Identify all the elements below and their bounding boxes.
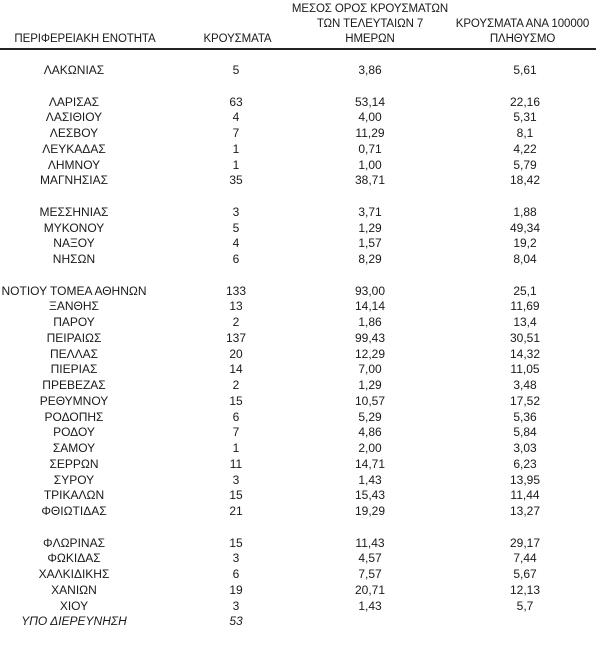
cell-region: ΛΕΥΚΑΔΑΣ — [42, 141, 106, 156]
cell-per100k: 22,16 — [509, 94, 541, 109]
cell-cases: 15 — [229, 393, 243, 408]
cell-avg7: 10,57 — [354, 393, 386, 408]
header-divider — [0, 48, 596, 50]
cell-avg7: 1,29 — [358, 220, 382, 235]
cell-region: ΞΑΝΘΗΣ — [49, 299, 99, 314]
cell-region: ΠΕΛΛΑΣ — [49, 346, 99, 361]
cell-region: ΦΘΙΩΤΙΔΑΣ — [41, 504, 107, 518]
cell-avg7: 15,43 — [354, 488, 386, 503]
table-row — [0, 347, 607, 363]
cell-avg7: 4,00 — [358, 110, 382, 125]
cell-cases: 19 — [229, 582, 243, 597]
cell-region: ΥΠΟ ΔΙΕΡΕΥΝΗΣΗ — [21, 614, 127, 629]
cell-region: ΛΑΡΙΣΑΣ — [48, 94, 100, 109]
cell-region: ΝΟΤΙΟΥ ΤΟΜΕΑ ΑΘΗΝΩΝ — [1, 283, 147, 298]
table-row — [0, 583, 607, 599]
table-row — [0, 142, 607, 158]
cell-per100k: 30,51 — [509, 330, 541, 345]
cell-per100k: 1,88 — [513, 204, 537, 219]
cell-region: ΛΑΚΩΝΙΑΣ — [43, 63, 105, 77]
cell-avg7: 12,29 — [354, 346, 386, 361]
cell-avg7: 1,57 — [358, 236, 382, 251]
header-per100k — [440, 17, 605, 47]
table-row — [0, 441, 607, 457]
cell-region: ΝΗΣΩΝ — [52, 252, 96, 266]
cell-avg7: 1,00 — [358, 157, 382, 172]
cell-per100k: 5,79 — [513, 157, 537, 172]
table-row — [0, 410, 607, 426]
cell-avg7: 20,71 — [354, 582, 386, 597]
cell-cases: 3 — [232, 598, 240, 613]
cell-per100k: 8,04 — [513, 252, 537, 266]
cell-cases: 133 — [225, 283, 247, 298]
cell-avg7: 1,86 — [358, 315, 382, 329]
table-row — [0, 236, 607, 252]
cell-cases: 7 — [232, 126, 240, 140]
cell-region: ΡΟΔΟΠΗΣ — [44, 409, 104, 424]
table-row — [0, 205, 607, 221]
cell-cases: 21 — [229, 504, 243, 518]
spacer-row — [0, 268, 607, 284]
header-avg7-line2: ΤΩΝ ΤΕΛΕΥΤΑΙΩΝ 7 — [316, 18, 424, 30]
cell-per100k: 13,27 — [509, 504, 541, 518]
cell-region: ΜΥΚΟΝΟΥ — [43, 220, 105, 235]
cell-avg7: 11,29 — [355, 126, 385, 140]
cell-per100k: 12,13 — [509, 582, 541, 597]
header-per100k-line1: ΚΡΟΥΣΜΑΤΑ ΑΝΑ 100000 — [455, 18, 590, 30]
cell-per100k: 11,05 — [510, 362, 540, 377]
cell-avg7: 14,14 — [354, 299, 386, 314]
cell-per100k: 5,7 — [516, 598, 534, 613]
cell-per100k: 19,2 — [513, 236, 537, 251]
table-row — [0, 95, 607, 111]
cell-cases: 15 — [229, 488, 243, 503]
cell-avg7: 1,29 — [358, 378, 382, 392]
spacer-row — [0, 189, 607, 205]
cell-region: ΡΕΘΥΜΝΟΥ — [39, 393, 109, 408]
cell-cases: 14 — [229, 362, 243, 377]
cell-avg7: 0,71 — [358, 141, 382, 156]
table-row — [0, 504, 607, 520]
cell-cases: 137 — [225, 330, 247, 345]
cell-cases: 53 — [229, 614, 243, 629]
cell-region: ΧΑΝΙΩΝ — [51, 582, 97, 597]
table-row — [0, 536, 607, 552]
cell-per100k: 13,95 — [509, 472, 541, 487]
cell-region: ΛΗΜΝΟΥ — [47, 157, 101, 172]
cell-region: ΧΑΛΚΙΔΙΚΗΣ — [38, 567, 110, 581]
cell-avg7: 3,71 — [358, 204, 382, 219]
cell-cases: 4 — [232, 236, 240, 251]
table-row — [0, 110, 607, 126]
cell-per100k: 8,1 — [516, 126, 534, 140]
cell-cases: 13 — [229, 299, 243, 314]
cell-region: ΤΡΙΚΑΛΩΝ — [43, 488, 105, 503]
cell-region: ΠΑΡΟΥ — [53, 315, 95, 329]
cell-cases: 1 — [232, 441, 240, 455]
cell-avg7: 4,86 — [358, 425, 382, 440]
cell-avg7: 14,71 — [354, 456, 386, 471]
table-row — [0, 599, 607, 615]
table-body — [0, 63, 607, 630]
spacer-row — [0, 520, 607, 536]
cell-avg7: 2,00 — [358, 441, 382, 455]
cell-region: ΡΟΔΟΥ — [53, 425, 95, 440]
cell-region: ΠΕΙΡΑΙΩΣ — [46, 330, 102, 345]
cell-avg7: 19,29 — [354, 504, 386, 518]
spacer-row — [0, 79, 607, 95]
cell-per100k: 25,1 — [513, 283, 537, 298]
cell-region: ΜΑΓΝΗΣΙΑΣ — [39, 173, 109, 188]
cell-region: ΦΩΚΙΔΑΣ — [47, 551, 101, 566]
cell-avg7: 53,14 — [354, 94, 386, 109]
cell-per100k: 6,23 — [513, 456, 537, 471]
cell-region: ΦΛΩΡΙΝΑΣ — [43, 535, 105, 550]
cell-avg7: 7,57 — [358, 567, 382, 581]
cell-cases: 3 — [232, 551, 240, 566]
header-avg7 — [290, 2, 450, 47]
table-row — [0, 252, 607, 268]
table-row — [0, 394, 607, 410]
cell-avg7: 4,57 — [358, 551, 382, 566]
cell-region: ΣΑΜΟΥ — [52, 441, 96, 455]
cell-per100k: 5,67 — [513, 567, 537, 581]
cell-region: ΝΑΞΟΥ — [53, 236, 95, 251]
header-region: ΠΕΡΙΦΕΡΕΙΑΚΗ ΕΝΟΤΗΤΑ — [14, 33, 156, 45]
cell-avg7: 99,43 — [354, 330, 386, 345]
table-row — [0, 425, 607, 441]
cell-avg7: 11,43 — [355, 535, 385, 550]
cell-region: ΛΑΣΙΘΙΟΥ — [45, 110, 103, 125]
cell-cases: 6 — [232, 409, 240, 424]
cell-region: ΜΕΣΣΗΝΙΑΣ — [39, 204, 109, 219]
cell-avg7: 1,43 — [358, 598, 382, 613]
table-row — [0, 284, 607, 300]
table-row — [0, 299, 607, 315]
cell-per100k: 17,52 — [509, 393, 541, 408]
cell-avg7: 7,00 — [358, 362, 382, 377]
table-row — [0, 488, 607, 504]
cell-cases: 1 — [232, 141, 240, 156]
cell-per100k: 5,31 — [513, 110, 537, 125]
table-row — [0, 362, 607, 378]
cell-cases: 4 — [232, 110, 240, 125]
cell-per100k: 5,84 — [513, 425, 537, 440]
cell-per100k: 11,44 — [510, 488, 540, 503]
cell-cases: 3 — [232, 472, 240, 487]
cell-cases: 3 — [232, 204, 240, 219]
cell-avg7: 1,43 — [358, 472, 382, 487]
cell-per100k: 7,44 — [513, 551, 537, 566]
cell-cases: 11 — [229, 456, 243, 471]
table-row — [0, 63, 607, 79]
cell-avg7: 3,86 — [358, 63, 382, 77]
cell-per100k: 5,61 — [513, 63, 537, 77]
cell-cases: 20 — [229, 346, 243, 361]
table-row — [0, 378, 607, 394]
cell-cases: 35 — [229, 173, 243, 188]
cell-region: ΠΙΕΡΙΑΣ — [50, 362, 98, 377]
table-row — [0, 126, 607, 142]
cell-per100k: 5,36 — [513, 409, 537, 424]
cell-per100k: 14,32 — [509, 346, 541, 361]
cell-per100k: 4,22 — [513, 141, 537, 156]
table-row — [0, 567, 607, 583]
header-avg7-line3: ΗΜΕΡΩΝ — [345, 33, 395, 45]
table-row — [0, 551, 607, 567]
cell-region: ΣΥΡΟΥ — [53, 472, 95, 487]
cell-region: ΛΕΣΒΟΥ — [49, 126, 99, 140]
table-row — [0, 331, 607, 347]
cell-per100k: 3,03 — [513, 441, 537, 455]
cell-region: ΧΙΟΥ — [59, 598, 89, 613]
table-row — [0, 158, 607, 174]
cell-per100k: 11,69 — [510, 299, 540, 314]
cell-region: ΣΕΡΡΩΝ — [49, 456, 99, 471]
cell-avg7: 38,71 — [354, 173, 386, 188]
cell-cases: 63 — [229, 94, 243, 109]
cell-cases: 5 — [232, 220, 240, 235]
cell-per100k: 13,4 — [513, 315, 537, 329]
cell-avg7: 5,29 — [358, 409, 382, 424]
cell-per100k: 29,17 — [509, 535, 541, 550]
cell-cases: 2 — [232, 315, 240, 329]
cell-cases: 6 — [232, 252, 240, 266]
cell-cases: 5 — [232, 63, 240, 77]
header-per100k-line2: ΠΛΗΘΥΣΜΟ — [489, 33, 556, 45]
cell-per100k: 18,42 — [509, 173, 541, 188]
cell-cases: 7 — [232, 425, 240, 440]
cell-cases: 15 — [229, 535, 243, 550]
header-avg7-line1: ΜΕΣΟΣ ΟΡΟΣ ΚΡΟΥΣΜΑΤΩΝ — [291, 3, 449, 15]
table-row — [0, 315, 607, 331]
cell-region: ΠΡΕΒΕΖΑΣ — [42, 378, 106, 392]
table-row — [0, 221, 607, 237]
cell-avg7: 8,29 — [358, 252, 382, 266]
table-row — [0, 457, 607, 473]
table-row — [0, 614, 607, 630]
table-row — [0, 473, 607, 489]
cell-cases: 2 — [232, 378, 240, 392]
cell-per100k: 49,34 — [509, 220, 541, 235]
cell-cases: 6 — [232, 567, 240, 581]
cell-avg7: 93,00 — [354, 283, 386, 298]
cell-per100k: 3,48 — [513, 378, 537, 392]
header-cases: ΚΡΟΥΣΜΑΤΑ — [203, 33, 272, 45]
table-row — [0, 173, 607, 189]
cell-cases: 1 — [232, 157, 240, 172]
